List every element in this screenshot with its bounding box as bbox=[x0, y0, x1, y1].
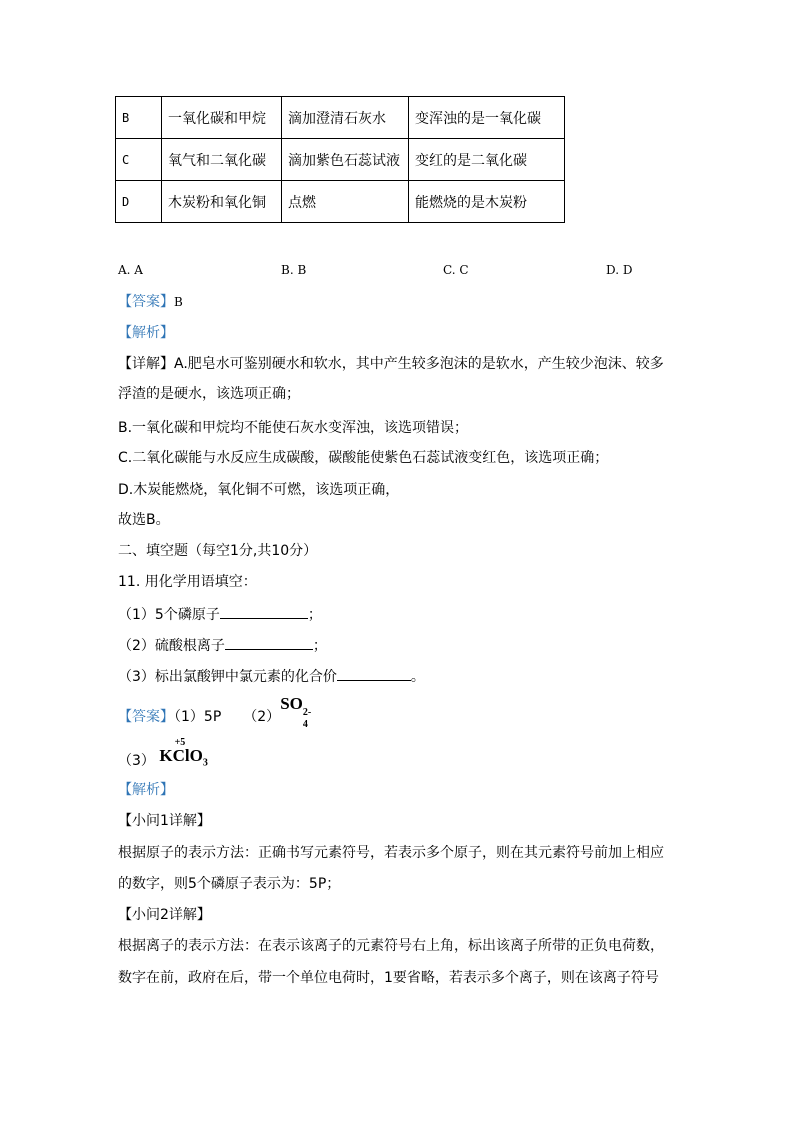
part-text: （2）硫酸根离子 bbox=[118, 638, 225, 654]
charge: 2- bbox=[302, 707, 312, 718]
conclusion: 故选B。 bbox=[118, 512, 170, 528]
table-cell: 一氧化碳和甲烷 bbox=[162, 97, 282, 139]
option-b: B. B bbox=[281, 263, 307, 277]
section-heading: 二、填空题（每空1分,共10分） bbox=[118, 543, 318, 559]
blank bbox=[220, 604, 308, 619]
table-cell: 滴加紫色石蕊试液 bbox=[282, 139, 409, 181]
analysis-label: 【解析】 bbox=[118, 782, 174, 798]
answer-part-1: （1）5P bbox=[174, 709, 222, 725]
question-part-2 bbox=[118, 635, 327, 656]
analysis-label: 【解析】 bbox=[118, 325, 174, 341]
sub-text: 数字在前，政府在后，带一个单位电荷时，1要省略，若表示多个离子，则在该离子符号 bbox=[118, 970, 659, 986]
answer-line-3 bbox=[118, 737, 208, 777]
option-c: C. C bbox=[443, 263, 469, 277]
valence: +5 bbox=[174, 737, 186, 748]
part-end: ； bbox=[307, 607, 322, 623]
formula-text: Cl bbox=[172, 746, 190, 765]
question-stem: 11. 用化学用语填空： bbox=[118, 574, 257, 590]
blank bbox=[225, 635, 313, 650]
answer-part-3: （3） bbox=[118, 753, 155, 769]
table-cell: 滴加澄清石灰水 bbox=[282, 97, 409, 139]
potassium-chlorate-formula bbox=[159, 737, 208, 769]
detail-text: A.肥皂水可鉴别硬水和软水，其中产生较多泡沫的是软水，产生较少泡沫、较多 bbox=[174, 356, 664, 372]
option-d: D. D bbox=[606, 263, 633, 277]
part-text: （1）5个磷原子 bbox=[118, 607, 220, 623]
answer-part-2: （2） bbox=[243, 709, 281, 725]
subscript: 4 bbox=[302, 719, 308, 730]
detail-text: B.一氧化碳和甲烷均不能使石灰水变浑浊，该选项错误； bbox=[118, 420, 469, 436]
formula-text: O bbox=[189, 746, 203, 765]
answer-value: B bbox=[174, 295, 183, 309]
table-cell: 变红的是二氧化碳 bbox=[409, 139, 565, 181]
question-part-3 bbox=[118, 666, 425, 687]
option-a: A. A bbox=[118, 263, 143, 277]
answer-label: 【答案】 bbox=[118, 709, 174, 725]
part-end: 。 bbox=[410, 669, 425, 685]
table-cell: 木炭粉和氧化铜 bbox=[162, 181, 282, 223]
answer-line bbox=[118, 292, 183, 312]
table-row bbox=[116, 181, 565, 223]
detail-label: 【详解】 bbox=[118, 356, 174, 372]
sub-question-label: 【小问2详解】 bbox=[118, 907, 211, 923]
detail-text: C.二氧化碳能与水反应生成碳酸，碳酸能使紫色石蕊试液变红色，该选项正确； bbox=[118, 450, 609, 466]
detail-text: 浮渣的是硬水，该选项正确； bbox=[118, 386, 300, 402]
formula-text: SO bbox=[280, 694, 303, 713]
detail-text: D.木炭能燃烧，氧化铜不可燃，该选项正确， bbox=[118, 482, 400, 498]
answer-line-2 bbox=[118, 694, 313, 730]
part-text: （3）标出氯酸钾中氯元素的化合价 bbox=[118, 669, 337, 685]
question-part-1 bbox=[118, 604, 322, 625]
table-cell: D bbox=[116, 181, 162, 223]
sub-question-label: 【小问1详解】 bbox=[118, 813, 211, 829]
table-row bbox=[116, 139, 565, 181]
table-cell: 变浑浊的是一氧化碳 bbox=[409, 97, 565, 139]
sub-text: 根据原子的表示方法：正确书写元素符号，若表示多个原子，则在其元素符号前加上相应 bbox=[118, 845, 664, 861]
blank bbox=[337, 666, 411, 681]
sub-text: 的数字，则5个磷原子表示为：5P； bbox=[118, 876, 341, 892]
table-cell: C bbox=[116, 139, 162, 181]
table-cell: 点燃 bbox=[282, 181, 409, 223]
formula-text: K bbox=[159, 746, 173, 765]
sulfate-formula bbox=[280, 694, 313, 730]
detail-line bbox=[118, 354, 664, 374]
part-end: ； bbox=[312, 638, 327, 654]
answer-label: 【答案】 bbox=[118, 294, 174, 310]
sub-text: 根据离子的表示方法：在表示该离子的元素符号右上角，标出该离子所带的正负电荷数， bbox=[118, 938, 664, 954]
table-cell: B bbox=[116, 97, 162, 139]
table-cell: 能燃烧的是木炭粉 bbox=[409, 181, 565, 223]
table-cell: 氧气和二氧化碳 bbox=[162, 139, 282, 181]
subscript: 3 bbox=[202, 757, 208, 769]
table-row bbox=[116, 97, 565, 139]
comparison-table bbox=[115, 96, 565, 223]
